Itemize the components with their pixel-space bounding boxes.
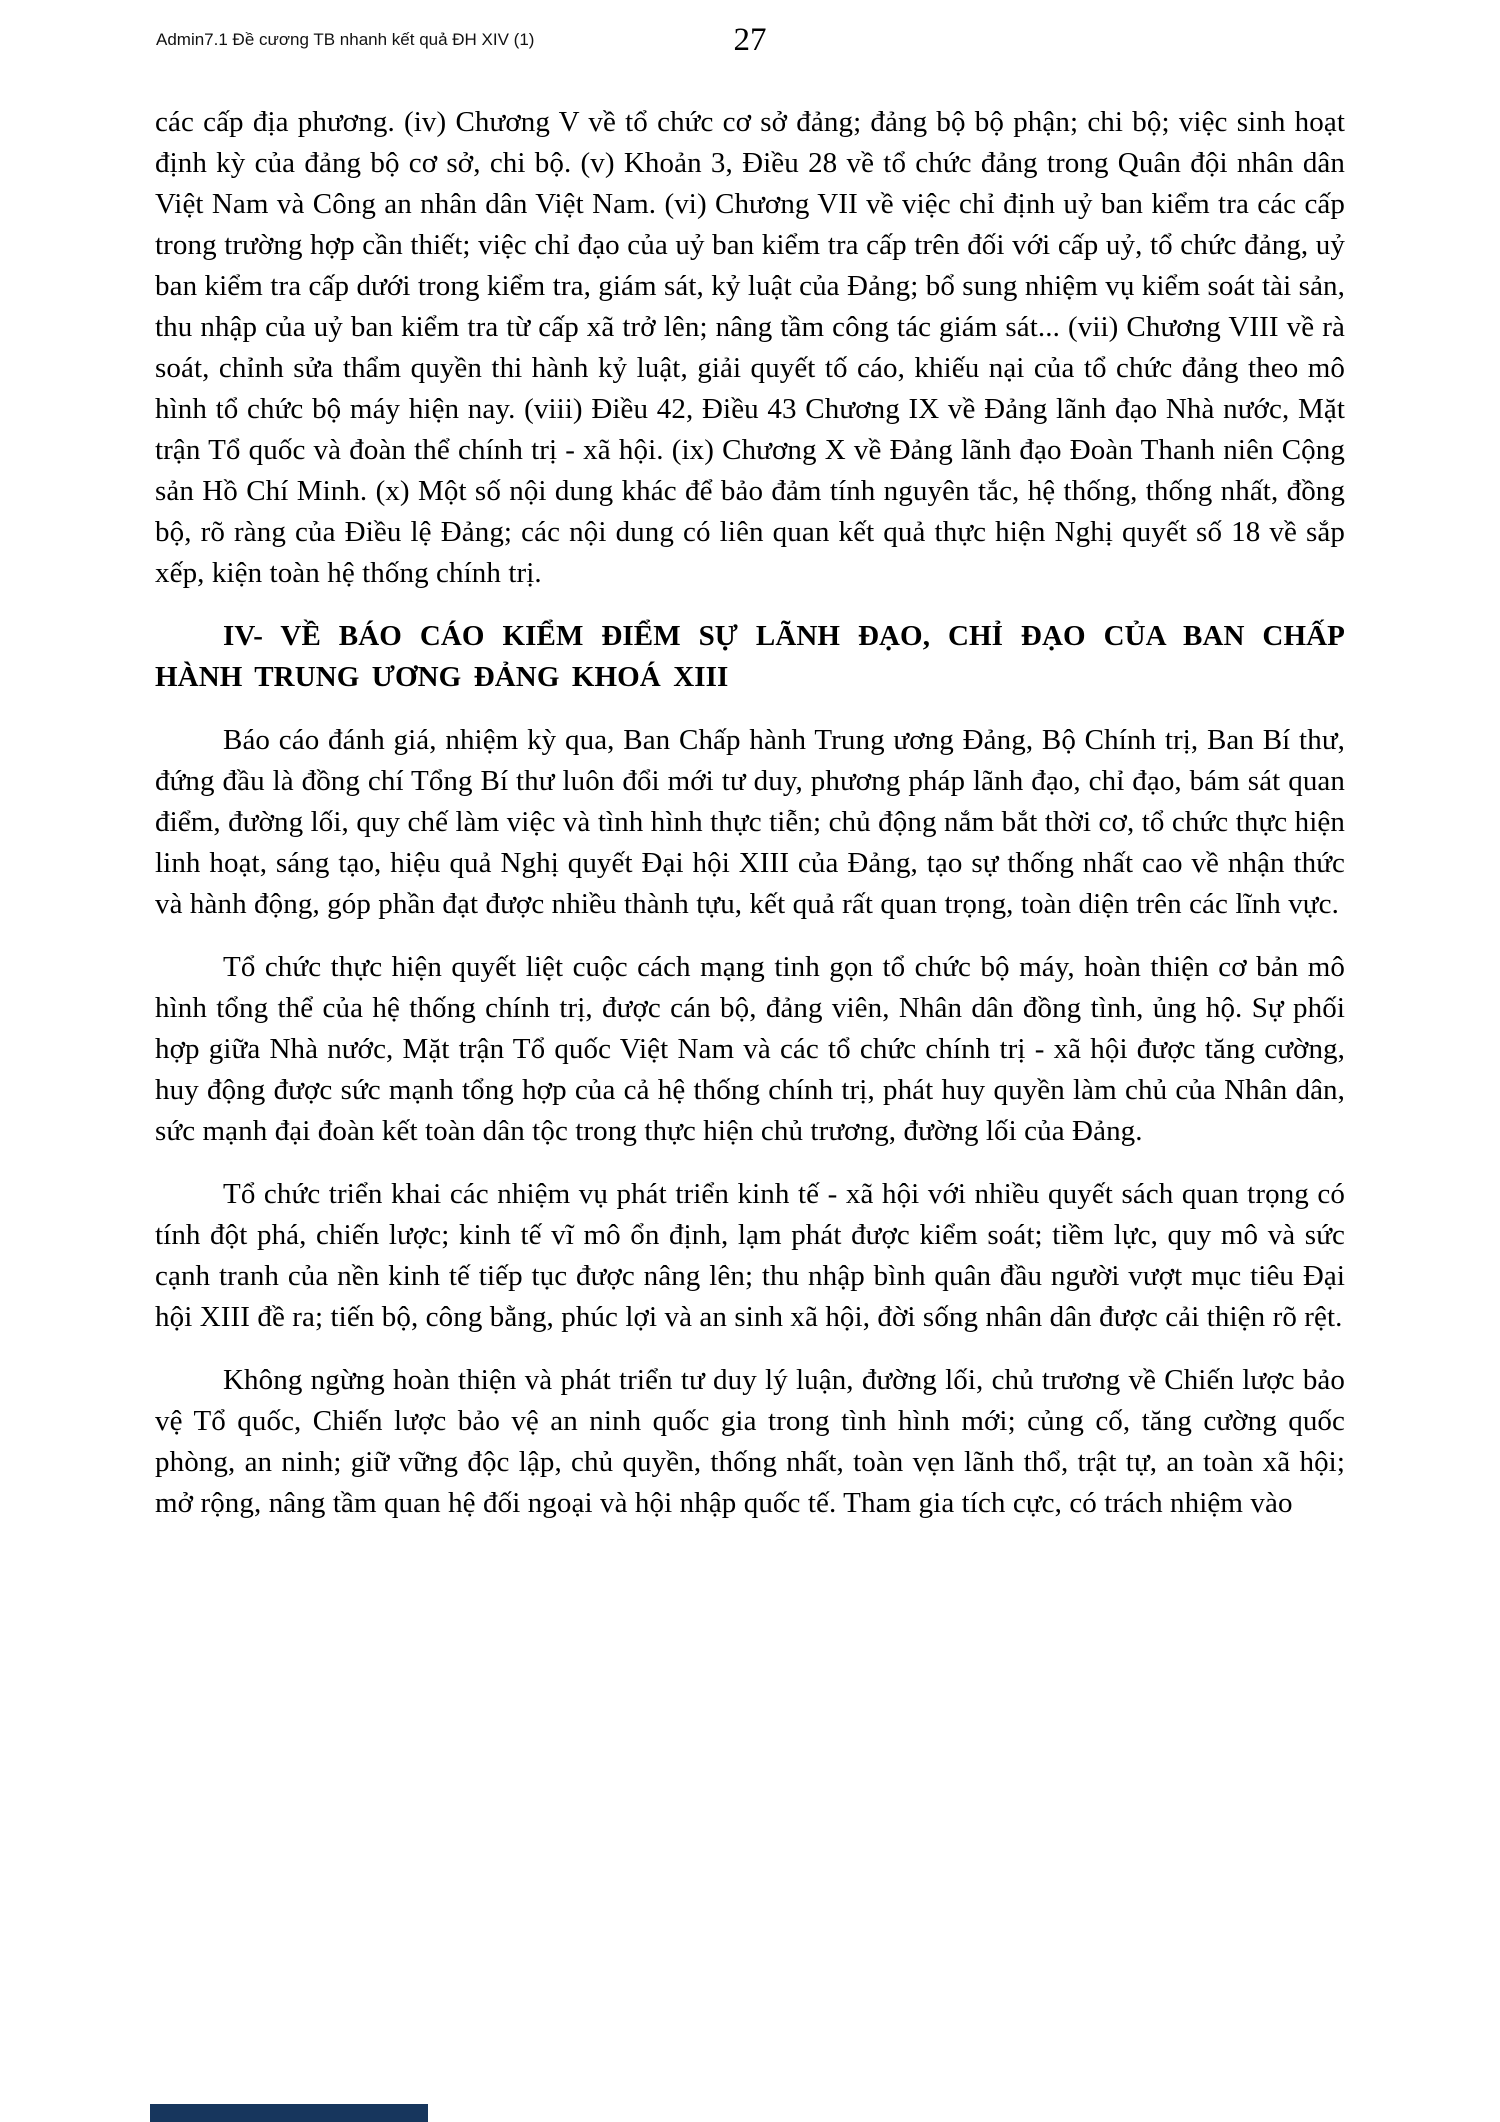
paragraph: Tổ chức triển khai các nhiệm vụ phát triển kinh tế - xã hội với nhiều quyết sách quan trọng có tính đột phá, chiến lược; kinh tế vĩ mô ổn định, lạm phát được kiểm soát; tiềm lực, quy mô và sức cạnh tranh của nền kinh tế tiếp tục được nâng lên; thu nhập bình quân đầu người vượt mục tiêu Đại hội XIII đề ra; tiến bộ, công bằng, phúc lợi và an sinh xã hội, đời sống nhân dân được cải thiện rõ rệt. (155, 1178, 1345, 1333)
paragraph: Báo cáo đánh giá, nhiệm kỳ qua, Ban Chấp hành Trung ương Đảng, Bộ Chính trị, Ban Bí thư, đứng đầu là đồng chí Tổng Bí thư luôn đổi mới tư duy, phương pháp lãnh đạo, chỉ đạo, bám sát quan điểm, đường lối, quy chế làm việc và tình hình thực tiễn; chủ động nắm bắt thời cơ, tổ chức thực hiện linh hoạt, sáng tạo, hiệu quả Nghị quyết Đại hội XIII của Đảng, tạo sự thống nhất cao về nhận thức và hành động, góp phần đạt được nhiều thành tựu, kết quả rất quan trọng, toàn diện trên các lĩnh vực. (155, 724, 1345, 920)
paragraph: Không ngừng hoàn thiện và phát triển tư duy lý luận, đường lối, chủ trương về Chiến lược bảo vệ Tổ quốc, Chiến lược bảo vệ an ninh quốc gia trong tình hình mới; củng cố, tăng cường quốc phòng, an ninh; giữ vững độc lập, chủ quyền, thống nhất, toàn vẹn lãnh thổ, trật tự, an toàn xã hội; mở rộng, nâng tầm quan hệ đối ngoại và hội nhập quốc tế. Tham gia tích cực, có trách nhiệm vào (155, 1364, 1345, 1519)
page-number: 27 (733, 22, 767, 58)
page-header (0, 0, 1500, 98)
section-heading: IV- VỀ BÁO CÁO KIỂM ĐIỂM SỰ LÃNH ĐẠO, CHỈ ĐẠO CỦA BAN CHẤP HÀNH TRUNG ƯƠNG ĐẢNG KHOÁ XIII (155, 620, 1345, 693)
paragraph-intro: các cấp địa phương. (iv) Chương V về tổ chức cơ sở đảng; đảng bộ bộ phận; chi bộ; việc sinh hoạt định kỳ của đảng bộ cơ sở, chi bộ. (v) Khoản 3, Điều 28 về tổ chức đảng trong Quân đội nhân dân Việt Nam và Công an nhân dân Việt Nam. (vi) Chương VII về việc chỉ định uỷ ban kiểm tra các cấp trong trường hợp cần thiết; việc chỉ đạo của uỷ ban kiểm tra cấp trên đối với cấp uỷ, tổ chức đảng, uỷ ban kiểm tra cấp dưới trong kiểm tra, giám sát, kỷ luật của Đảng; bổ sung nhiệm vụ kiểm soát tài sản, thu nhập của uỷ ban kiểm tra từ cấp xã trở lên; nâng tầm công tác giám sát... (vii) Chương VIII về rà soát, chỉnh sửa thẩm quyền thi hành kỷ luật, giải quyết tố cáo, khiếu nại của tổ chức đảng theo mô hình tổ chức bộ máy hiện nay. (viii) Điều 42, Điều 43 Chương IX về Đảng lãnh đạo Nhà nước, Mặt trận Tổ quốc và đoàn thể chính trị - xã hội. (ix) Chương X về Đảng lãnh đạo Đoàn Thanh niên Cộng sản Hồ Chí Minh. (x) Một số nội dung khác để bảo đảm tính nguyên tắc, hệ thống, thống nhất, đồng bộ, rõ ràng của Điều lệ Đảng; các nội dung có liên quan kết quả thực hiện Nghị quyết số 18 về sắp xếp, kiện toàn hệ thống chính trị. (155, 106, 1345, 589)
document-body (0, 98, 1500, 1524)
bottom-partial-bar (150, 2104, 428, 2122)
document-title: Admin7.1 Đề cương TB nhanh kết quả ĐH XIV (1) (156, 30, 535, 49)
paragraph: Tổ chức thực hiện quyết liệt cuộc cách mạng tinh gọn tổ chức bộ máy, hoàn thiện cơ bản mô hình tổng thể của hệ thống chính trị, được cán bộ, đảng viên, Nhân dân đồng tình, ủng hộ. Sự phối hợp giữa Nhà nước, Mặt trận Tổ quốc Việt Nam và các tổ chức chính trị - xã hội được tăng cường, huy động được sức mạnh tổng hợp của cả hệ thống chính trị, phát huy quyền làm chủ của Nhân dân, sức mạnh đại đoàn kết toàn dân tộc trong thực hiện chủ trương, đường lối của Đảng. (155, 951, 1345, 1147)
